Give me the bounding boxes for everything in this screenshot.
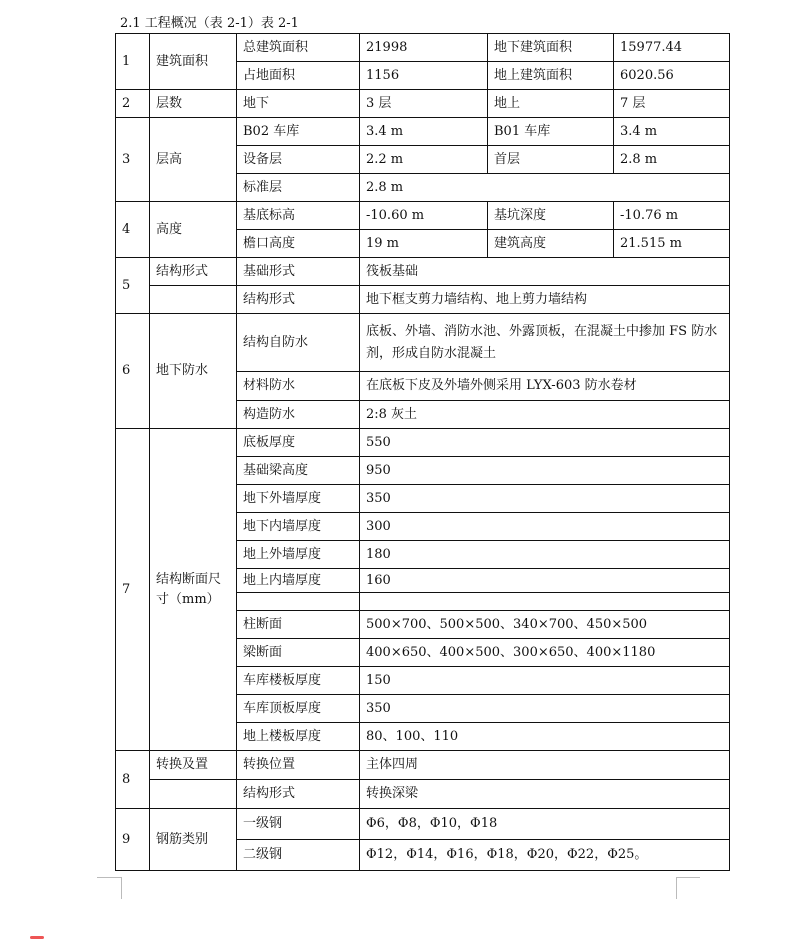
label-cell: 首层 xyxy=(488,146,614,174)
row-number: 3 xyxy=(116,118,150,202)
label-cell: 地上建筑面积 xyxy=(488,62,614,90)
label-cell: 占地面积 xyxy=(237,62,360,90)
empty-cell xyxy=(150,780,237,809)
label-cell: 梁断面 xyxy=(237,639,360,667)
label-cell: 材料防水 xyxy=(237,372,360,401)
value-cell: 21.515 m xyxy=(614,230,730,258)
label-cell: 结构自防水 xyxy=(237,314,360,372)
page-margin-mark-left-vertical xyxy=(121,877,122,899)
label-cell: 车库楼板厚度 xyxy=(237,667,360,695)
value-cell: 转换深梁 xyxy=(360,780,730,809)
value-cell: 500×700、500×500、340×700、450×500 xyxy=(360,611,730,639)
label-cell: B02 车库 xyxy=(237,118,360,146)
value-cell: 3.4 m xyxy=(360,118,488,146)
label-cell: 地下 xyxy=(237,90,360,118)
category-cell: 建筑面积 xyxy=(150,34,237,90)
project-overview-table xyxy=(115,33,730,871)
red-mark xyxy=(30,936,44,939)
value-cell: 160 xyxy=(360,569,730,593)
value-cell: 15977.44 xyxy=(614,34,730,62)
label-cell: 地上 xyxy=(488,90,614,118)
value-cell: -10.60 m xyxy=(360,202,488,230)
value-cell: Φ6，Φ8，Φ10，Φ18 xyxy=(360,809,730,840)
value-cell xyxy=(360,593,730,611)
value-cell: 300 xyxy=(360,513,730,541)
label-cell: 构造防水 xyxy=(237,401,360,429)
value-cell: 3 层 xyxy=(360,90,488,118)
label-cell: 地上内墙厚度 xyxy=(237,569,360,593)
row-number: 9 xyxy=(116,809,150,871)
row-number: 2 xyxy=(116,90,150,118)
row-number: 7 xyxy=(116,429,150,751)
label-cell: 结构形式 xyxy=(237,286,360,314)
label-cell: 基础梁高度 xyxy=(237,457,360,485)
category-cell: 层高 xyxy=(150,118,237,202)
value-cell: 80、100、110 xyxy=(360,723,730,751)
value-cell: 180 xyxy=(360,541,730,569)
category-cell: 结构形式 xyxy=(150,258,237,286)
value-cell: 主体四周 xyxy=(360,751,730,780)
value-cell: 2:8 灰土 xyxy=(360,401,730,429)
value-cell: 19 m xyxy=(360,230,488,258)
label-cell: 地下建筑面积 xyxy=(488,34,614,62)
empty-cell xyxy=(150,286,237,314)
value-cell: 150 xyxy=(360,667,730,695)
row-number: 8 xyxy=(116,751,150,809)
row-number: 5 xyxy=(116,258,150,314)
value-cell: 350 xyxy=(360,695,730,723)
table-caption: 2.1 工程概况（表 2-1）表 2-1 xyxy=(120,16,299,31)
page-margin-mark-left xyxy=(97,877,121,878)
label-cell: 地上楼板厚度 xyxy=(237,723,360,751)
value-cell: 7 层 xyxy=(614,90,730,118)
label-cell: 标准层 xyxy=(237,174,360,202)
label-cell: 总建筑面积 xyxy=(237,34,360,62)
value-cell: 350 xyxy=(360,485,730,513)
value-cell: 2.2 m xyxy=(360,146,488,174)
category-cell: 地下防水 xyxy=(150,314,237,429)
category-cell: 结构断面尺寸（mm） xyxy=(150,429,237,751)
label-cell xyxy=(237,593,360,611)
label-cell: 结构形式 xyxy=(237,780,360,809)
value-cell: 400×650、400×500、300×650、400×1180 xyxy=(360,639,730,667)
page-margin-mark-right xyxy=(676,877,700,878)
label-cell: 地上外墙厚度 xyxy=(237,541,360,569)
value-cell: 地下框支剪力墙结构、地上剪力墙结构 xyxy=(360,286,730,314)
value-cell: 550 xyxy=(360,429,730,457)
label-cell: 柱断面 xyxy=(237,611,360,639)
row-number: 4 xyxy=(116,202,150,258)
category-cell: 钢筋类别 xyxy=(150,809,237,871)
value-cell: 2.8 m xyxy=(360,174,730,202)
value-cell: 在底板下皮及外墙外侧采用 LYX-603 防水卷材 xyxy=(360,372,730,401)
category-cell: 高度 xyxy=(150,202,237,258)
label-cell: 檐口高度 xyxy=(237,230,360,258)
label-cell: 底板厚度 xyxy=(237,429,360,457)
value-cell: 6020.56 xyxy=(614,62,730,90)
label-cell: 二级钢 xyxy=(237,840,360,871)
value-cell: -10.76 m xyxy=(614,202,730,230)
value-cell: 筏板基础 xyxy=(360,258,730,286)
label-cell: 设备层 xyxy=(237,146,360,174)
label-cell: 转换位置 xyxy=(237,751,360,780)
row-number: 1 xyxy=(116,34,150,90)
value-cell: 950 xyxy=(360,457,730,485)
label-cell: 一级钢 xyxy=(237,809,360,840)
label-cell: 车库顶板厚度 xyxy=(237,695,360,723)
label-cell: 基础形式 xyxy=(237,258,360,286)
value-cell: Φ12，Φ14，Φ16，Φ18，Φ20，Φ22，Φ25。 xyxy=(360,840,730,871)
value-cell: 底板、外墙、消防水池、外露顶板，在混凝土中掺加 FS 防水剂，形成自防水混凝土 xyxy=(360,314,730,372)
value-cell: 2.8 m xyxy=(614,146,730,174)
category-cell: 层数 xyxy=(150,90,237,118)
label-cell: 建筑高度 xyxy=(488,230,614,258)
label-cell: B01 车库 xyxy=(488,118,614,146)
label-cell: 地下外墙厚度 xyxy=(237,485,360,513)
page-margin-mark-right-vertical xyxy=(676,877,677,899)
label-cell: 地下内墙厚度 xyxy=(237,513,360,541)
row-number: 6 xyxy=(116,314,150,429)
label-cell: 基底标高 xyxy=(237,202,360,230)
category-cell: 转换及置 xyxy=(150,751,237,780)
value-cell: 1156 xyxy=(360,62,488,90)
value-cell: 21998 xyxy=(360,34,488,62)
label-cell: 基坑深度 xyxy=(488,202,614,230)
value-cell: 3.4 m xyxy=(614,118,730,146)
